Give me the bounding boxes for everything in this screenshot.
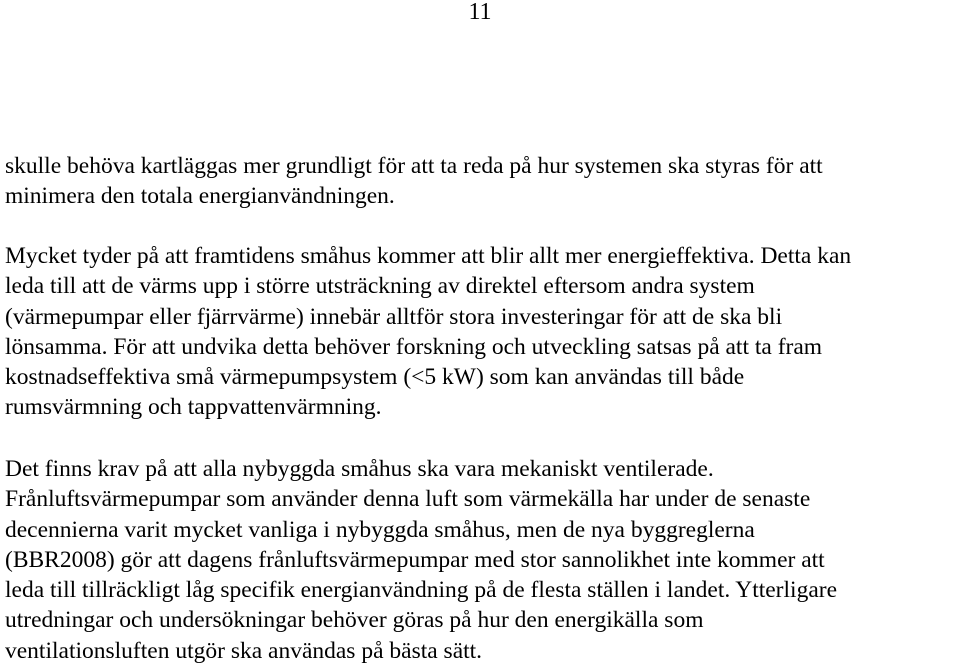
paragraph-3 [5,454,837,666]
text-line: rumsvärmning och tappvattenvärmning. [5,394,382,421]
text-line: decennierna varit mycket vanliga i nybyggda småhus, men de nya byggreglerna [5,516,755,543]
text-line: Mycket tyder på att framtidens småhus kommer att blir allt mer energieffektiva. Detta kan [5,243,852,269]
text-line: leda till tillräckligt låg specifik energianvändning på de flesta ställen i landet. Ytterligare [5,577,838,604]
text-line: (värmepumpar eller fjärrvärme) innebär alltför stora investeringar för att de ska bli [5,303,783,330]
text-line: ventilationsluften utgör ska användas på bästa sätt. [5,637,483,664]
text-line: minimera den totala energianvändningen. [5,183,395,210]
text-line: skulle behöva kartläggas mer grundligt för att ta reda på hur systemen ska styras för att [5,153,823,179]
page-number: 11 [468,0,492,25]
paragraph-1 [5,151,823,212]
text-line: leda till att de värms upp i större utsträckning av direktel eftersom andra system [5,273,755,300]
text-line: kostnadseffektiva små värmepumpsystem (<5 kW) som kan användas till både [5,364,745,391]
text-line: lönsamma. För att undvika detta behöver forskning och utveckling satsas på att ta fram [5,333,823,360]
paragraph-2 [5,241,851,423]
text-line: Det finns krav på att alla nybyggda småhus ska vara mekaniskt ventilerade. [5,456,714,482]
text-line: (BBR2008) gör att dagens frånluftsvärmepumpar med stor sannolikhet inte kommer att [5,546,825,573]
text-line: utredningar och undersökningar behöver göras på hur den energikälla som [5,607,704,634]
text-line: Frånluftsvärmepumpar som använder denna luft som värmekälla har under de senaste [5,486,811,513]
